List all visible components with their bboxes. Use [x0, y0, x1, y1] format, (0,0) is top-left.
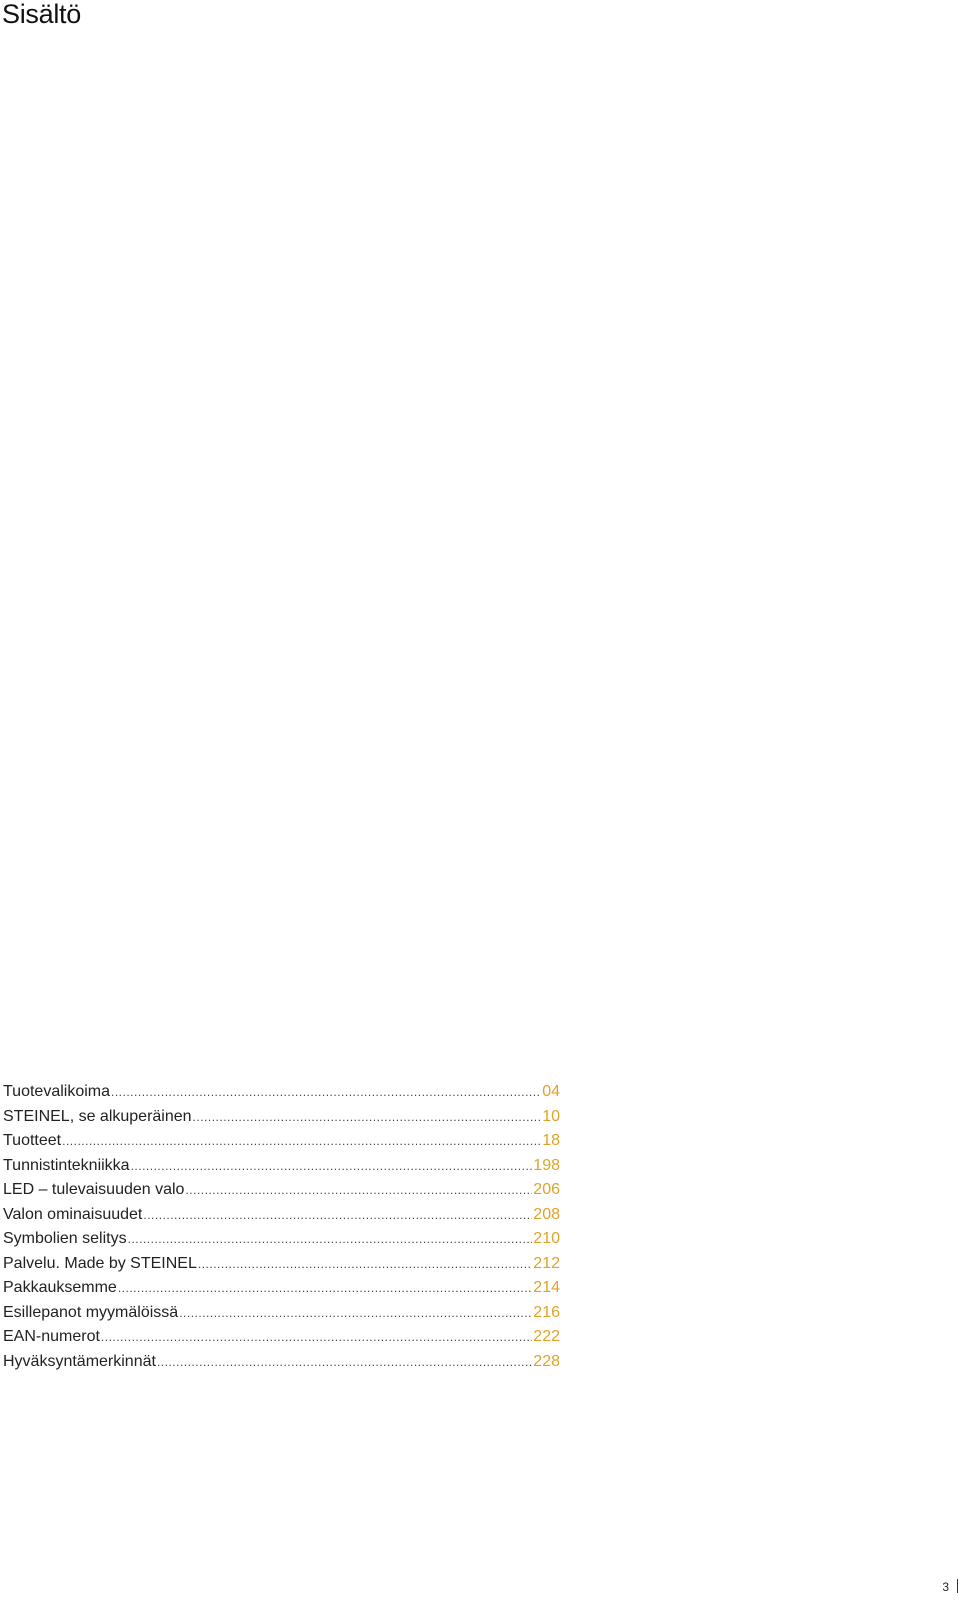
toc-entry-page: 04 [542, 1083, 560, 1100]
toc-entry-label: Tuotevalikoima [3, 1083, 111, 1100]
toc-entry[interactable] [3, 1203, 560, 1228]
toc-entry-label: Symbolien selitys [3, 1230, 127, 1247]
toc-entry-page: 18 [542, 1132, 560, 1149]
toc-entry[interactable] [3, 1325, 560, 1350]
toc-dot-leader [193, 1105, 542, 1130]
toc-dot-leader [157, 1350, 532, 1375]
toc-entry-page: 10 [542, 1107, 560, 1125]
toc-entry-label: Tuotteet [3, 1132, 62, 1149]
toc-entry-label: Esillepanot myymälöissä [3, 1303, 179, 1321]
toc-entry[interactable] [3, 1276, 560, 1301]
toc-entry[interactable] [3, 1178, 560, 1203]
toc-entry[interactable] [3, 1154, 560, 1179]
toc-entry-label: Pakkauksemme [3, 1279, 117, 1296]
toc-entry[interactable] [3, 1105, 560, 1130]
toc-entry-label: Valon ominaisuudet [3, 1205, 143, 1223]
page-number-divider [957, 1579, 958, 1593]
page-title: Sisältö [2, 0, 81, 29]
toc-entry[interactable] [3, 1350, 560, 1375]
toc-dot-leader [101, 1325, 532, 1350]
toc-entry-label: STEINEL, se alkuperäinen [3, 1107, 192, 1125]
toc-entry-label: Hyväksyntämerkinnät [3, 1352, 156, 1370]
toc-entry-label: Tunnistintekniikka [3, 1156, 130, 1174]
table-of-contents [3, 1080, 560, 1374]
toc-entry[interactable] [3, 1129, 560, 1154]
toc-entry-page: 210 [533, 1230, 560, 1247]
toc-dot-leader [111, 1080, 541, 1105]
toc-entry-page: 216 [533, 1303, 560, 1321]
toc-entry-page: 222 [533, 1328, 560, 1345]
toc-entry-page: 212 [533, 1254, 560, 1272]
toc-entry[interactable] [3, 1227, 560, 1252]
toc-entry-page: 198 [533, 1156, 560, 1174]
toc-entry-label: EAN-numerot [3, 1328, 100, 1345]
toc-dot-leader [62, 1129, 541, 1154]
toc-entry[interactable] [3, 1080, 560, 1105]
toc-dot-leader [143, 1203, 532, 1228]
toc-dot-leader [128, 1227, 533, 1252]
toc-entry[interactable] [3, 1252, 560, 1277]
toc-dot-leader [179, 1301, 532, 1326]
toc-dot-leader [118, 1276, 532, 1301]
toc-entry-label: LED – tulevaisuuden valo [3, 1181, 185, 1198]
toc-dot-leader [131, 1154, 533, 1179]
page-number: 3 [942, 1580, 949, 1594]
toc-entry[interactable] [3, 1301, 560, 1326]
toc-entry-page: 206 [533, 1181, 560, 1198]
toc-entry-page: 214 [533, 1279, 560, 1296]
toc-entry-label: Palvelu. Made by STEINEL [3, 1254, 197, 1272]
toc-dot-leader [185, 1178, 532, 1203]
toc-entry-page: 228 [533, 1352, 560, 1370]
toc-dot-leader [198, 1252, 532, 1277]
toc-entry-page: 208 [533, 1205, 560, 1223]
